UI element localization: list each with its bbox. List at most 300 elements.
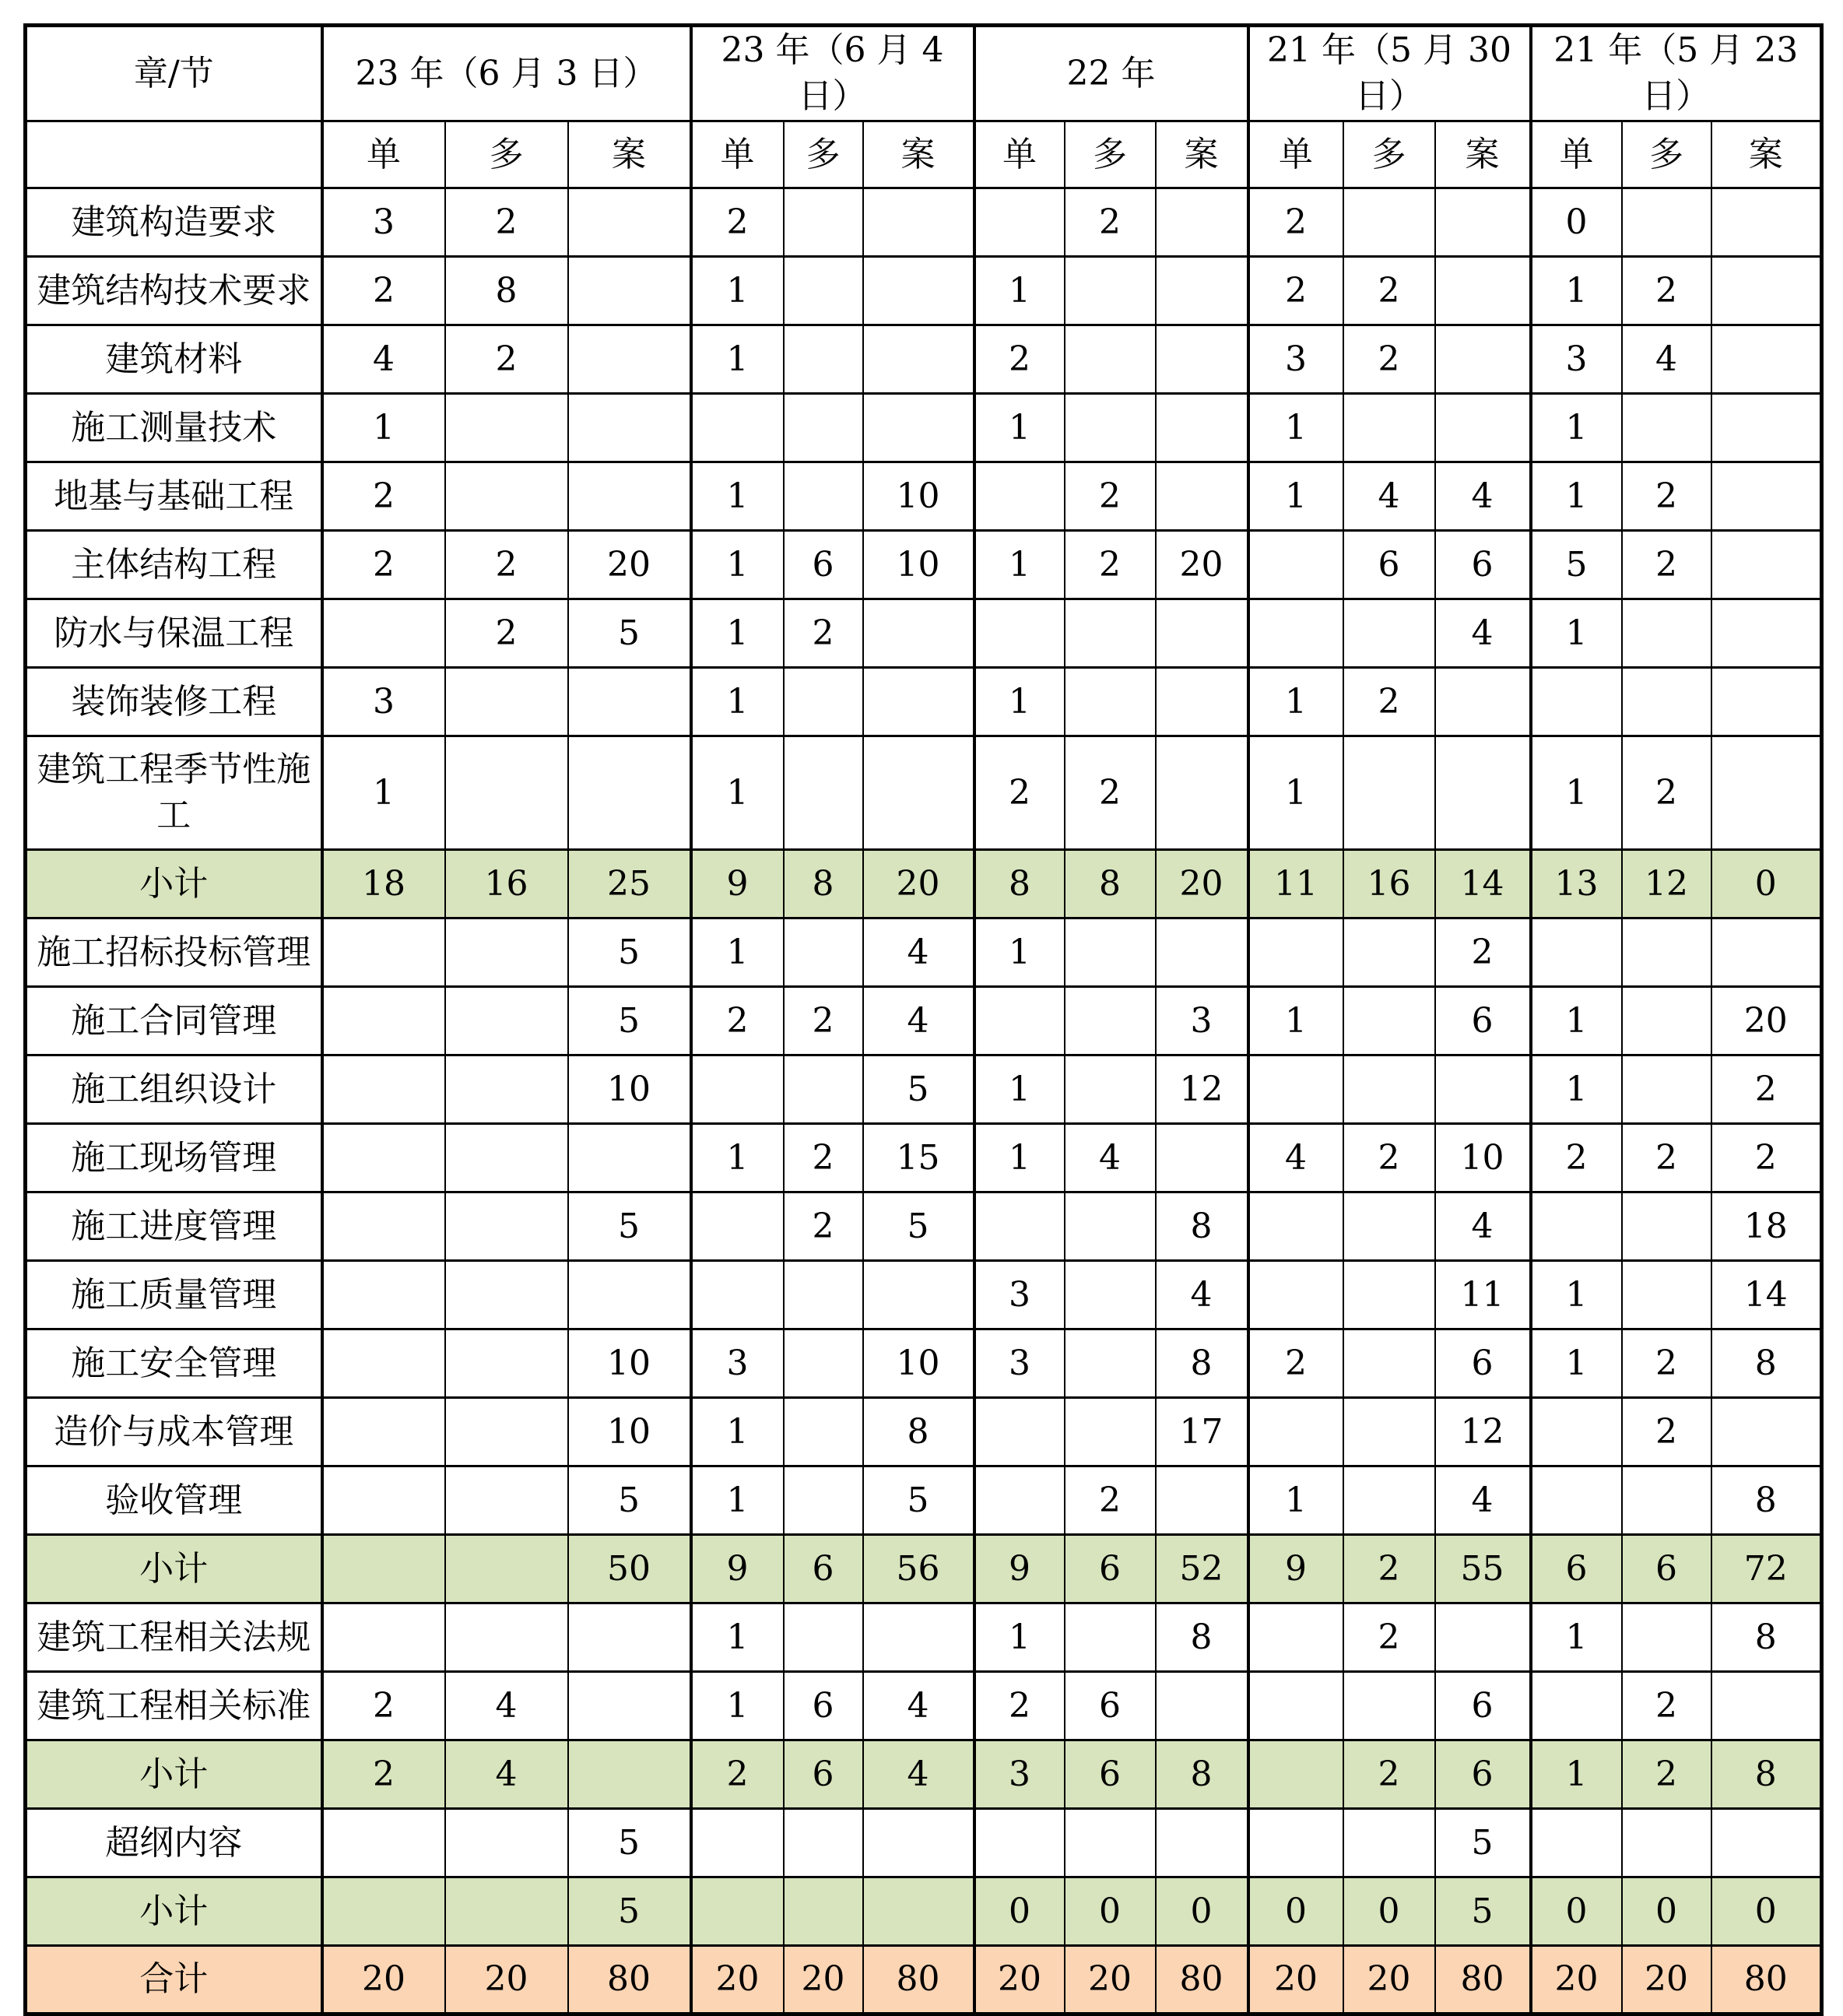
value-cell bbox=[1065, 1055, 1156, 1123]
subcolumn-header-row bbox=[26, 121, 1822, 188]
value-cell: 14 bbox=[1711, 1260, 1822, 1329]
value-cell: 6 bbox=[1622, 1534, 1711, 1603]
table-row bbox=[26, 462, 1822, 530]
value-cell: 4 bbox=[1435, 462, 1531, 530]
value-cell: 6 bbox=[1435, 1329, 1531, 1397]
value-cell: 15 bbox=[863, 1123, 974, 1192]
value-cell bbox=[1343, 599, 1435, 667]
value-cell: 2 bbox=[1435, 918, 1531, 986]
value-cell bbox=[863, 599, 974, 667]
table-body bbox=[26, 188, 1822, 2014]
row-label-cell: 小计 bbox=[26, 1534, 322, 1603]
value-cell bbox=[974, 1397, 1065, 1466]
value-cell bbox=[1435, 1055, 1531, 1123]
value-cell: 1 bbox=[1531, 393, 1622, 462]
value-cell bbox=[784, 1397, 863, 1466]
value-cell: 8 bbox=[863, 1397, 974, 1466]
value-cell: 12 bbox=[1156, 1055, 1248, 1123]
value-cell: 1 bbox=[1248, 393, 1343, 462]
value-cell: 2 bbox=[322, 256, 445, 325]
value-cell bbox=[863, 325, 974, 393]
value-cell: 9 bbox=[691, 1534, 784, 1603]
value-cell: 5 bbox=[568, 1808, 691, 1877]
value-cell: 2 bbox=[1622, 1740, 1711, 1808]
value-cell: 2 bbox=[322, 1671, 445, 1740]
value-cell bbox=[1065, 599, 1156, 667]
table-row bbox=[26, 1603, 1822, 1671]
value-cell bbox=[322, 1192, 445, 1260]
value-cell: 8 bbox=[1156, 1740, 1248, 1808]
value-cell: 1 bbox=[1248, 667, 1343, 736]
value-cell: 20 bbox=[1156, 849, 1248, 918]
value-cell: 6 bbox=[1065, 1740, 1156, 1808]
value-cell: 1 bbox=[691, 1123, 784, 1192]
subcolumn-header: 多 bbox=[1343, 121, 1435, 188]
value-cell bbox=[445, 667, 568, 736]
total-row bbox=[26, 1945, 1822, 2014]
value-cell bbox=[1531, 1192, 1622, 1260]
value-cell: 2 bbox=[691, 1740, 784, 1808]
value-cell: 1 bbox=[1531, 599, 1622, 667]
value-cell: 2 bbox=[1711, 1123, 1822, 1192]
value-cell: 1 bbox=[691, 1397, 784, 1466]
value-cell: 20 bbox=[1343, 1945, 1435, 2014]
table-row bbox=[26, 1808, 1822, 1877]
value-cell bbox=[322, 918, 445, 986]
value-cell bbox=[691, 393, 784, 462]
value-cell bbox=[568, 667, 691, 736]
value-cell: 14 bbox=[1435, 849, 1531, 918]
value-cell: 80 bbox=[1435, 1945, 1531, 2014]
value-cell: 2 bbox=[1622, 1397, 1711, 1466]
value-cell bbox=[1711, 1808, 1822, 1877]
value-cell bbox=[1622, 188, 1711, 256]
value-cell: 2 bbox=[445, 599, 568, 667]
value-cell bbox=[1531, 1808, 1622, 1877]
value-cell bbox=[445, 1603, 568, 1671]
table-row bbox=[26, 1123, 1822, 1192]
value-cell: 8 bbox=[1156, 1192, 1248, 1260]
value-cell bbox=[1622, 986, 1711, 1055]
subtotal-row bbox=[26, 1740, 1822, 1808]
value-cell: 1 bbox=[1248, 462, 1343, 530]
value-cell bbox=[322, 1055, 445, 1123]
value-cell bbox=[1343, 918, 1435, 986]
value-cell: 80 bbox=[863, 1945, 974, 2014]
value-cell bbox=[1343, 1329, 1435, 1397]
value-cell: 4 bbox=[863, 1740, 974, 1808]
value-cell: 2 bbox=[445, 188, 568, 256]
value-cell bbox=[445, 1466, 568, 1534]
value-cell bbox=[784, 1603, 863, 1671]
value-cell: 2 bbox=[1343, 1534, 1435, 1603]
value-cell: 2 bbox=[1343, 1123, 1435, 1192]
subheader-empty-cell bbox=[26, 121, 322, 188]
table-row bbox=[26, 986, 1822, 1055]
value-cell: 6 bbox=[1343, 530, 1435, 599]
table-row bbox=[26, 1192, 1822, 1260]
value-cell: 4 bbox=[1435, 599, 1531, 667]
value-cell: 20 bbox=[784, 1945, 863, 2014]
value-cell: 6 bbox=[784, 1671, 863, 1740]
value-cell: 5 bbox=[863, 1192, 974, 1260]
value-cell: 4 bbox=[1435, 1466, 1531, 1534]
value-cell: 6 bbox=[784, 1740, 863, 1808]
value-cell bbox=[1065, 986, 1156, 1055]
value-cell: 8 bbox=[784, 849, 863, 918]
value-cell: 8 bbox=[1065, 849, 1156, 918]
value-cell bbox=[445, 1534, 568, 1603]
value-cell: 6 bbox=[1531, 1534, 1622, 1603]
value-cell bbox=[1435, 393, 1531, 462]
table-row bbox=[26, 667, 1822, 736]
value-cell bbox=[445, 1877, 568, 1945]
value-cell: 2 bbox=[1065, 188, 1156, 256]
value-cell: 5 bbox=[568, 1466, 691, 1534]
value-cell: 1 bbox=[974, 393, 1065, 462]
value-cell bbox=[322, 1329, 445, 1397]
value-cell bbox=[445, 1808, 568, 1877]
value-cell bbox=[1156, 736, 1248, 849]
value-cell: 20 bbox=[1248, 1945, 1343, 2014]
value-cell bbox=[1248, 1808, 1343, 1877]
row-label-cell: 施工现场管理 bbox=[26, 1123, 322, 1192]
value-cell bbox=[1435, 256, 1531, 325]
subtotal-row bbox=[26, 1534, 1822, 1603]
value-cell: 1 bbox=[691, 667, 784, 736]
table-row bbox=[26, 325, 1822, 393]
value-cell: 2 bbox=[1065, 1466, 1156, 1534]
value-cell bbox=[974, 986, 1065, 1055]
row-label-cell: 超纲内容 bbox=[26, 1808, 322, 1877]
year-group-header: 21 年（5 月 23 日） bbox=[1531, 26, 1822, 121]
value-cell bbox=[322, 1534, 445, 1603]
value-cell bbox=[1156, 1671, 1248, 1740]
value-cell bbox=[322, 1260, 445, 1329]
value-cell bbox=[974, 1808, 1065, 1877]
value-cell bbox=[568, 462, 691, 530]
value-cell bbox=[445, 1397, 568, 1466]
corner-header-cell: 章/节 bbox=[26, 26, 322, 121]
value-cell bbox=[568, 1740, 691, 1808]
value-cell bbox=[568, 1603, 691, 1671]
value-cell bbox=[1622, 1466, 1711, 1534]
value-cell: 9 bbox=[974, 1534, 1065, 1603]
value-cell: 20 bbox=[863, 849, 974, 918]
value-cell: 2 bbox=[784, 599, 863, 667]
value-cell: 3 bbox=[974, 1329, 1065, 1397]
value-cell: 2 bbox=[445, 530, 568, 599]
value-cell bbox=[1343, 1192, 1435, 1260]
value-cell bbox=[784, 188, 863, 256]
value-cell bbox=[1156, 918, 1248, 986]
value-cell bbox=[691, 1808, 784, 1877]
value-cell bbox=[322, 1808, 445, 1877]
row-label-cell: 施工测量技术 bbox=[26, 393, 322, 462]
year-group-header: 22 年 bbox=[974, 26, 1248, 121]
value-cell bbox=[568, 1671, 691, 1740]
value-cell: 1 bbox=[1531, 462, 1622, 530]
value-cell: 8 bbox=[1156, 1603, 1248, 1671]
value-cell: 72 bbox=[1711, 1534, 1822, 1603]
value-cell: 12 bbox=[1622, 849, 1711, 918]
value-cell bbox=[322, 986, 445, 1055]
value-cell bbox=[1622, 1260, 1711, 1329]
value-cell: 1 bbox=[974, 530, 1065, 599]
value-cell: 2 bbox=[784, 986, 863, 1055]
value-cell: 18 bbox=[1711, 1192, 1822, 1260]
value-cell: 5 bbox=[1435, 1808, 1531, 1877]
value-cell bbox=[1435, 325, 1531, 393]
value-cell: 5 bbox=[1435, 1877, 1531, 1945]
value-cell: 0 bbox=[1248, 1877, 1343, 1945]
value-cell: 5 bbox=[863, 1055, 974, 1123]
value-cell: 2 bbox=[1248, 1329, 1343, 1397]
value-cell bbox=[1435, 667, 1531, 736]
value-cell bbox=[1711, 1397, 1822, 1466]
value-cell bbox=[1531, 1397, 1622, 1466]
value-cell: 2 bbox=[1622, 1329, 1711, 1397]
value-cell: 18 bbox=[322, 849, 445, 918]
value-cell: 1 bbox=[1531, 1603, 1622, 1671]
subcolumn-header: 案 bbox=[1156, 121, 1248, 188]
value-cell: 1 bbox=[691, 1671, 784, 1740]
value-cell bbox=[1065, 667, 1156, 736]
value-cell: 2 bbox=[1622, 1123, 1711, 1192]
value-cell: 8 bbox=[1711, 1329, 1822, 1397]
value-cell: 0 bbox=[1343, 1877, 1435, 1945]
table-row bbox=[26, 599, 1822, 667]
value-cell bbox=[568, 256, 691, 325]
year-group-header: 23 年（6 月 3 日） bbox=[322, 26, 691, 121]
table-row bbox=[26, 1055, 1822, 1123]
value-cell bbox=[1065, 1808, 1156, 1877]
value-cell bbox=[691, 1055, 784, 1123]
subcolumn-header: 单 bbox=[691, 121, 784, 188]
value-cell bbox=[1065, 1397, 1156, 1466]
value-cell bbox=[1156, 256, 1248, 325]
value-cell: 6 bbox=[1435, 1740, 1531, 1808]
value-cell: 2 bbox=[1711, 1055, 1822, 1123]
value-cell bbox=[1531, 1671, 1622, 1740]
value-cell: 2 bbox=[1065, 736, 1156, 849]
value-cell: 3 bbox=[1248, 325, 1343, 393]
value-cell: 2 bbox=[974, 325, 1065, 393]
value-cell: 1 bbox=[691, 325, 784, 393]
value-cell: 2 bbox=[1343, 1603, 1435, 1671]
value-cell: 17 bbox=[1156, 1397, 1248, 1466]
exam-question-distribution-table bbox=[23, 23, 1824, 2016]
value-cell: 20 bbox=[974, 1945, 1065, 2014]
value-cell bbox=[1156, 1808, 1248, 1877]
value-cell bbox=[1248, 1671, 1343, 1740]
value-cell: 0 bbox=[1531, 188, 1622, 256]
value-cell bbox=[1711, 393, 1822, 462]
value-cell: 1 bbox=[1531, 1260, 1622, 1329]
value-cell: 25 bbox=[568, 849, 691, 918]
value-cell bbox=[1711, 325, 1822, 393]
value-cell bbox=[784, 736, 863, 849]
value-cell: 2 bbox=[1622, 462, 1711, 530]
value-cell: 3 bbox=[1531, 325, 1622, 393]
value-cell bbox=[1711, 462, 1822, 530]
row-label-cell: 施工组织设计 bbox=[26, 1055, 322, 1123]
table-row bbox=[26, 918, 1822, 986]
value-cell: 1 bbox=[1248, 1466, 1343, 1534]
value-cell: 12 bbox=[1435, 1397, 1531, 1466]
value-cell bbox=[1156, 462, 1248, 530]
value-cell: 2 bbox=[974, 736, 1065, 849]
value-cell: 1 bbox=[691, 256, 784, 325]
value-cell: 2 bbox=[1343, 325, 1435, 393]
value-cell bbox=[784, 1877, 863, 1945]
value-cell: 6 bbox=[784, 530, 863, 599]
value-cell: 1 bbox=[691, 599, 784, 667]
value-cell bbox=[445, 918, 568, 986]
subtotal-row bbox=[26, 1877, 1822, 1945]
value-cell: 1 bbox=[1531, 1055, 1622, 1123]
value-cell bbox=[784, 1466, 863, 1534]
value-cell bbox=[1711, 530, 1822, 599]
value-cell: 1 bbox=[974, 667, 1065, 736]
row-label-cell: 主体结构工程 bbox=[26, 530, 322, 599]
value-cell: 8 bbox=[1711, 1740, 1822, 1808]
value-cell: 1 bbox=[974, 918, 1065, 986]
value-cell bbox=[974, 1192, 1065, 1260]
value-cell: 1 bbox=[1248, 986, 1343, 1055]
value-cell bbox=[1343, 1466, 1435, 1534]
row-label-cell: 施工进度管理 bbox=[26, 1192, 322, 1260]
value-cell: 1 bbox=[691, 530, 784, 599]
value-cell bbox=[1065, 393, 1156, 462]
value-cell bbox=[445, 393, 568, 462]
value-cell bbox=[1343, 986, 1435, 1055]
value-cell: 8 bbox=[445, 256, 568, 325]
value-cell bbox=[784, 667, 863, 736]
value-cell: 2 bbox=[784, 1192, 863, 1260]
value-cell: 6 bbox=[1065, 1671, 1156, 1740]
value-cell bbox=[1343, 1397, 1435, 1466]
value-cell: 1 bbox=[691, 1603, 784, 1671]
value-cell bbox=[1248, 918, 1343, 986]
value-cell: 9 bbox=[1248, 1534, 1343, 1603]
value-cell: 10 bbox=[568, 1329, 691, 1397]
value-cell: 2 bbox=[1622, 736, 1711, 849]
value-cell: 4 bbox=[1156, 1260, 1248, 1329]
value-cell: 20 bbox=[1531, 1945, 1622, 2014]
value-cell: 4 bbox=[863, 986, 974, 1055]
table-row bbox=[26, 1466, 1822, 1534]
row-label-cell: 验收管理 bbox=[26, 1466, 322, 1534]
subcolumn-header: 单 bbox=[1531, 121, 1622, 188]
value-cell: 2 bbox=[1343, 256, 1435, 325]
value-cell: 1 bbox=[1531, 736, 1622, 849]
value-cell: 1 bbox=[322, 393, 445, 462]
value-cell bbox=[445, 462, 568, 530]
subcolumn-header: 单 bbox=[974, 121, 1065, 188]
value-cell bbox=[784, 1260, 863, 1329]
value-cell: 5 bbox=[1531, 530, 1622, 599]
row-label-cell: 小计 bbox=[26, 849, 322, 918]
value-cell bbox=[1711, 736, 1822, 849]
table-row bbox=[26, 1397, 1822, 1466]
subcolumn-header: 案 bbox=[568, 121, 691, 188]
value-cell bbox=[445, 1329, 568, 1397]
value-cell: 0 bbox=[1531, 1877, 1622, 1945]
value-cell bbox=[784, 256, 863, 325]
value-cell: 2 bbox=[691, 986, 784, 1055]
value-cell: 20 bbox=[445, 1945, 568, 2014]
row-label-cell: 合计 bbox=[26, 1945, 322, 2014]
value-cell: 2 bbox=[1065, 530, 1156, 599]
value-cell bbox=[1065, 256, 1156, 325]
value-cell: 20 bbox=[691, 1945, 784, 2014]
value-cell: 2 bbox=[445, 325, 568, 393]
value-cell bbox=[1531, 918, 1622, 986]
value-cell bbox=[568, 1123, 691, 1192]
value-cell: 1 bbox=[691, 462, 784, 530]
value-cell: 8 bbox=[1156, 1329, 1248, 1397]
value-cell bbox=[1065, 1603, 1156, 1671]
value-cell: 4 bbox=[1248, 1123, 1343, 1192]
value-cell: 1 bbox=[691, 918, 784, 986]
subcolumn-header: 多 bbox=[445, 121, 568, 188]
value-cell: 2 bbox=[1622, 256, 1711, 325]
value-cell: 20 bbox=[1711, 986, 1822, 1055]
value-cell: 3 bbox=[691, 1329, 784, 1397]
value-cell: 4 bbox=[1435, 1192, 1531, 1260]
value-cell bbox=[1531, 667, 1622, 736]
value-cell bbox=[863, 1260, 974, 1329]
value-cell bbox=[974, 462, 1065, 530]
value-cell: 4 bbox=[863, 1671, 974, 1740]
value-cell bbox=[445, 1123, 568, 1192]
table-row bbox=[26, 1260, 1822, 1329]
value-cell bbox=[322, 599, 445, 667]
subcolumn-header: 单 bbox=[322, 121, 445, 188]
value-cell bbox=[1622, 667, 1711, 736]
value-cell: 5 bbox=[568, 986, 691, 1055]
value-cell bbox=[1065, 1192, 1156, 1260]
value-cell: 8 bbox=[1711, 1466, 1822, 1534]
table-row bbox=[26, 188, 1822, 256]
value-cell bbox=[1622, 1055, 1711, 1123]
value-cell bbox=[1248, 1055, 1343, 1123]
value-cell: 5 bbox=[568, 1877, 691, 1945]
value-cell bbox=[1156, 1123, 1248, 1192]
value-cell: 10 bbox=[863, 530, 974, 599]
value-cell bbox=[863, 1808, 974, 1877]
row-label-cell: 小计 bbox=[26, 1740, 322, 1808]
value-cell: 2 bbox=[1531, 1123, 1622, 1192]
value-cell bbox=[1622, 918, 1711, 986]
value-cell bbox=[1156, 599, 1248, 667]
value-cell bbox=[1156, 325, 1248, 393]
value-cell bbox=[322, 1123, 445, 1192]
value-cell: 2 bbox=[322, 1740, 445, 1808]
value-cell: 1 bbox=[1531, 1740, 1622, 1808]
value-cell: 4 bbox=[1065, 1123, 1156, 1192]
value-cell: 11 bbox=[1435, 1260, 1531, 1329]
value-cell: 5 bbox=[568, 1192, 691, 1260]
value-cell bbox=[863, 256, 974, 325]
value-cell: 2 bbox=[1622, 1671, 1711, 1740]
value-cell bbox=[1711, 188, 1822, 256]
value-cell bbox=[1531, 1466, 1622, 1534]
value-cell bbox=[1065, 1329, 1156, 1397]
value-cell: 2 bbox=[1065, 462, 1156, 530]
value-cell: 13 bbox=[1531, 849, 1622, 918]
